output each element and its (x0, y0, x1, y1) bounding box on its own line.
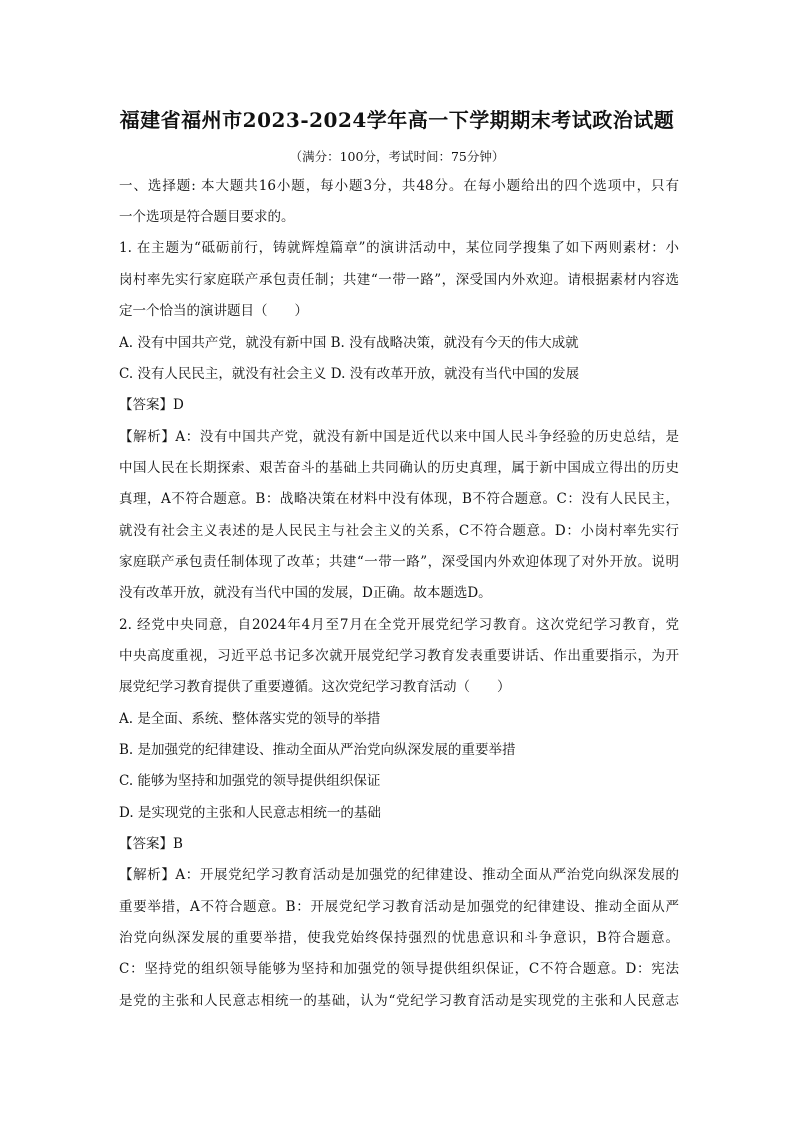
exam-info: （满分：100分，考试时间：75分钟） (289, 149, 505, 164)
question-1-analysis: 就没有社会主义表述的是人民民主与社会主义的关系，C不符合题意。D：小岗村率先实行 (119, 523, 679, 539)
question-2-stem: 展党纪学习教育提供了重要遵循。这次党纪学习教育活动（ ） (119, 679, 511, 695)
question-1-answer: 【答案】D (119, 397, 184, 413)
question-1-analysis: 【解析】A：没有中国共产党，就没有新中国是近代以来中国人民斗争经验的历史总结，是 (119, 429, 679, 445)
question-1-options: C. 没有人民民主，就没有社会主义 D. 没有改革开放，就没有当代中国的发展 (119, 366, 580, 382)
question-2-stem: 中央高度重视，习近平总书记多次就开展党纪学习教育发表重要讲话、作出重要指示，为开 (119, 648, 679, 664)
question-1-options: A. 没有中国共产党，就没有新中国 B. 没有战略决策，就没有今天的伟大成就 (119, 335, 579, 351)
question-2-option-a: A. 是全面、系统、整体落实党的领导的举措 (119, 711, 381, 727)
question-2-analysis: 【解析】A：开展党纪学习教育活动是加强党的纪律建设、推动全面从严治党向纵深发展的 (119, 867, 679, 883)
question-1-analysis: 中国人民在长期探索、艰苦奋斗的基础上共同确认的历史真理，属于新中国成立得出的历史 (119, 460, 679, 476)
question-2-option-c: C. 能够为坚持和加强党的领导提供组织保证 (119, 773, 381, 789)
question-2-analysis: 是党的主张和人民意志相统一的基础，认为“党纪学习教育活动是实现党的主张和人民意志 (119, 993, 679, 1009)
question-2-analysis: C：坚持党的组织领导能够为坚持和加强党的领导提供组织保证，C不符合题意。D：宪法 (119, 961, 679, 977)
question-2-option-b: B. 是加强党的纪律建设、推动全面从严治党向纵深发展的重要举措 (119, 742, 516, 758)
question-2-stem: 2. 经党中央同意，自2024年4月至7月在全党开展党纪学习教育。这次党纪学习教育，党 (119, 617, 679, 633)
question-2-option-d: D. 是实现党的主张和人民意志相统一的基础 (119, 805, 381, 821)
question-1-stem: 岗村率先实行家庭联产承包责任制；共建“一带一路”，深受国内外欢迎。请根据素材内容选 (119, 272, 679, 288)
question-1-analysis: 没有改革开放，就没有当代中国的发展，D正确。故本题选D。 (119, 585, 492, 601)
question-2-analysis: 治党向纵深发展的重要举措，使我党始终保持强烈的忧患意识和斗争意识，B符合题意。 (119, 930, 679, 946)
section-heading: 一、选择题: 本大题共16小题，每小题3分，共48分。在每小题给出的四个选项中，只有 (119, 178, 679, 194)
question-1-analysis: 真理，A不符合题意。B：战略决策在材料中没有体现，B不符合题意。C：没有人民民主， (119, 491, 679, 507)
question-2-analysis: 重要举措，A不符合题意。B：开展党纪学习教育活动是加强党的纪律建设、推动全面从严 (119, 899, 679, 915)
question-2-answer: 【答案】B (119, 836, 183, 852)
question-1-stem: 1. 在主题为“砥砺前行，铸就辉煌篇章”的演讲活动中，某位同学搜集了如下两则素材：小 (119, 240, 679, 256)
question-1-analysis: 家庭联产承包责任制体现了改革；共建“一带一路”，深受国内外欢迎体现了对外开放。说明 (119, 554, 679, 570)
document-title: 福建省福州市2023-2024学年高一下学期期末考试政治试题 (119, 108, 675, 132)
question-1-stem: 定一个恰当的演讲题目（ ） (119, 303, 308, 319)
section-heading-cont: 一个选项是符合题目要求的。 (119, 209, 295, 225)
